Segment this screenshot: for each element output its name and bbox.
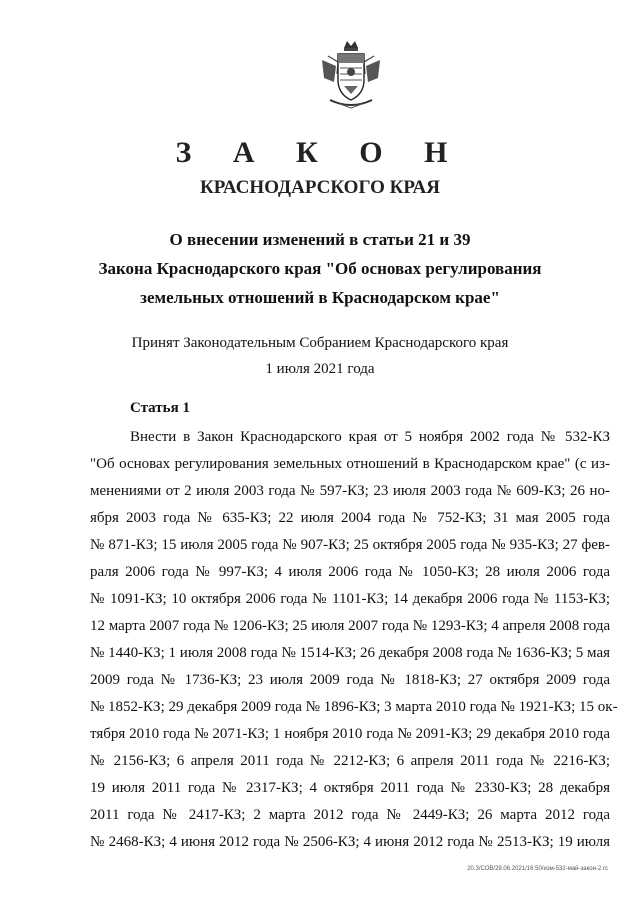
body-line: 2011 года № 2417-КЗ; 2 марта 2012 года № 2449-КЗ; 26 марта 2012 года xyxy=(90,807,610,823)
subject-line: Закона Краснодарского края "Об основах регулирования xyxy=(98,259,542,278)
body-line: № 1852-КЗ; 29 декабря 2009 года № 1896-КЗ; 3 марта 2010 года № 1921-КЗ; 15 ок- xyxy=(90,699,618,715)
adopted-by: Принят Законодательным Собранием Краснодарского края xyxy=(131,335,509,351)
law-title: З А К О Н xyxy=(175,136,465,169)
body-line: 12 марта 2007 года № 1206-КЗ; 25 июля 2007 года № 1293-КЗ; 4 апреля 2008 года xyxy=(90,618,611,634)
adoption-info xyxy=(0,330,640,382)
body-line: № 2156-КЗ; 6 апреля 2011 года № 2212-КЗ; 6 апреля 2011 года № 2216-КЗ; xyxy=(90,753,610,769)
article-heading: Статья 1 xyxy=(130,400,190,416)
body-line: № 871-КЗ; 15 июля 2005 года № 907-КЗ; 25 октября 2005 года № 935-КЗ; 27 фев- xyxy=(90,537,610,553)
body-line: менениями от 2 июля 2003 года № 597-КЗ; 23 июля 2003 года № 609-КЗ; 26 но- xyxy=(90,483,610,499)
adopted-date: 1 июля 2021 года xyxy=(265,361,375,377)
body-line: № 1091-КЗ; 10 октября 2006 года № 1101-КЗ; 14 декабря 2006 года № 1153-КЗ; xyxy=(90,591,610,607)
document-code: 20.3/СОВ/29.06.2021/16:50/изм-532-май-закон-2 гс xyxy=(467,866,608,872)
body-line: 19 июля 2011 года № 2317-КЗ; 4 октября 2011 года № 2330-КЗ; 28 декабря xyxy=(90,780,610,796)
body-line: № 2468-КЗ; 4 июня 2012 года № 2506-КЗ; 4 июня 2012 года № 2513-КЗ; 19 июля xyxy=(90,834,610,850)
body-line: раля 2006 года № 997-КЗ; 4 июля 2006 года № 1050-КЗ; 28 июля 2006 года xyxy=(90,564,610,580)
body-line: "Об основах регулирования земельных отношений в Краснодарском крае" (с из- xyxy=(90,456,610,472)
body-line: № 1440-КЗ; 1 июля 2008 года № 1514-КЗ; 26 декабря 2008 года № 1636-КЗ; 5 мая xyxy=(90,645,610,661)
subject-line: земельных отношений в Краснодарском крае" xyxy=(140,288,500,307)
article-body xyxy=(90,424,618,856)
law-subject xyxy=(0,225,640,312)
body-line: Внести в Закон Краснодарского края от 5 ноября 2002 года № 532-КЗ xyxy=(130,429,610,445)
subject-line: О внесении изменений в статьи 21 и 39 xyxy=(169,230,471,249)
body-line: 2009 года № 1736-КЗ; 23 июля 2009 года № 1818-КЗ; 27 октября 2009 года xyxy=(90,672,610,688)
body-line: тября 2010 года № 2071-КЗ; 1 ноября 2010 года № 2091-КЗ; 29 декабря 2010 года xyxy=(90,726,610,742)
coat-of-arms-icon xyxy=(318,38,384,112)
body-line: ября 2003 года № 635-КЗ; 22 июля 2004 года № 752-КЗ; 31 мая 2005 года xyxy=(90,510,610,526)
region-name: КРАСНОДАРСКОГО КРАЯ xyxy=(199,177,441,198)
